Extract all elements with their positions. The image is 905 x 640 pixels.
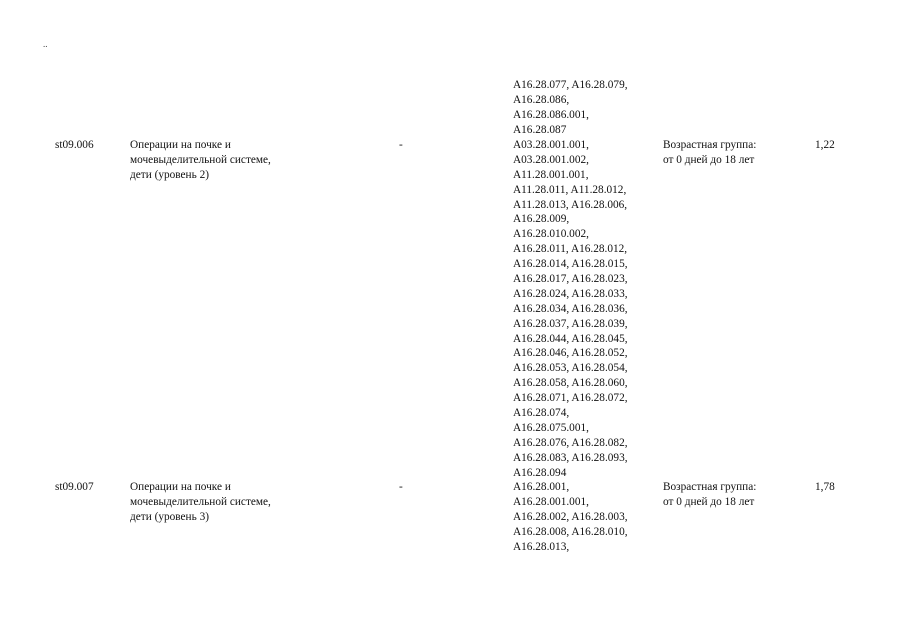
row-name bbox=[130, 480, 271, 525]
service-code-line: A16.28.037, A16.28.039, bbox=[513, 317, 628, 330]
row-coefficient: 1,22 bbox=[815, 139, 835, 151]
row-dash: - bbox=[399, 139, 403, 151]
row-name bbox=[130, 138, 271, 183]
service-code-line: A16.28.083, A16.28.093, bbox=[513, 451, 628, 464]
criteria-line: Возрастная группа: bbox=[663, 481, 757, 493]
continued-service-codes bbox=[513, 78, 628, 138]
row-name-line: мочевыделительной системе, bbox=[130, 495, 271, 508]
row-code: st09.007 bbox=[55, 481, 94, 493]
row-coefficient: 1,78 bbox=[815, 481, 835, 493]
service-code-line: A11.28.013, A16.28.006, bbox=[513, 198, 628, 211]
criteria-line: от 0 дней до 18 лет bbox=[663, 153, 755, 166]
page-mark: .. bbox=[43, 39, 48, 49]
service-code-line: A16.28.017, A16.28.023, bbox=[513, 273, 628, 286]
row-name-line: дети (уровень 2) bbox=[130, 168, 209, 181]
row-service-codes bbox=[513, 138, 628, 480]
service-code-line: A03.28.001.002, bbox=[513, 153, 589, 166]
service-code-line: A16.28.024, A16.28.033, bbox=[513, 287, 628, 300]
service-code-line: A16.28.013, bbox=[513, 540, 570, 553]
service-code-line: A16.28.087 bbox=[513, 123, 567, 136]
row-name-line: Операции на почке и bbox=[130, 139, 231, 151]
row-name-line: дети (уровень 3) bbox=[130, 510, 209, 523]
service-code-line: A16.28.071, A16.28.072, bbox=[513, 392, 628, 405]
service-code-line: A16.28.077, A16.28.079, bbox=[513, 79, 628, 91]
service-code-line: A16.28.086, bbox=[513, 93, 570, 106]
service-code-line: A16.28.010.002, bbox=[513, 228, 589, 241]
service-code-line: A16.28.011, A16.28.012, bbox=[513, 243, 628, 256]
service-code-line: A16.28.034, A16.28.036, bbox=[513, 302, 628, 315]
row-name-line: мочевыделительной системе, bbox=[130, 153, 271, 166]
row-code: st09.006 bbox=[55, 139, 94, 151]
service-code-line: A16.28.094 bbox=[513, 466, 567, 479]
row-criteria bbox=[663, 480, 756, 510]
service-code-line: A03.28.001.001, bbox=[513, 139, 589, 151]
service-code-line: A16.28.008, A16.28.010, bbox=[513, 525, 628, 538]
service-code-line: A16.28.046, A16.28.052, bbox=[513, 347, 628, 360]
row-dash: - bbox=[399, 481, 403, 493]
criteria-line: Возрастная группа: bbox=[663, 139, 757, 151]
service-code-line: A16.28.001.001, bbox=[513, 495, 589, 508]
service-code-line: A11.28.001.001, bbox=[513, 168, 589, 181]
criteria-line: от 0 дней до 18 лет bbox=[663, 495, 755, 508]
service-code-line: A16.28.009, bbox=[513, 213, 570, 226]
service-code-line: A16.28.058, A16.28.060, bbox=[513, 377, 628, 390]
service-code-line: A16.28.086.001, bbox=[513, 108, 589, 121]
service-code-line: A16.28.075.001, bbox=[513, 421, 589, 434]
service-code-line: A16.28.002, A16.28.003, bbox=[513, 510, 628, 523]
service-code-line: A16.28.076, A16.28.082, bbox=[513, 436, 628, 449]
service-code-line: A16.28.014, A16.28.015, bbox=[513, 258, 628, 271]
service-code-line: A16.28.074, bbox=[513, 407, 570, 420]
service-code-line: A16.28.001, bbox=[513, 481, 570, 493]
service-code-line: A16.28.053, A16.28.054, bbox=[513, 362, 628, 375]
service-code-line: A16.28.044, A16.28.045, bbox=[513, 332, 628, 345]
row-criteria bbox=[663, 138, 756, 168]
row-service-codes bbox=[513, 480, 628, 554]
row-name-line: Операции на почке и bbox=[130, 481, 231, 493]
service-code-line: A11.28.011, A11.28.012, bbox=[513, 183, 627, 196]
